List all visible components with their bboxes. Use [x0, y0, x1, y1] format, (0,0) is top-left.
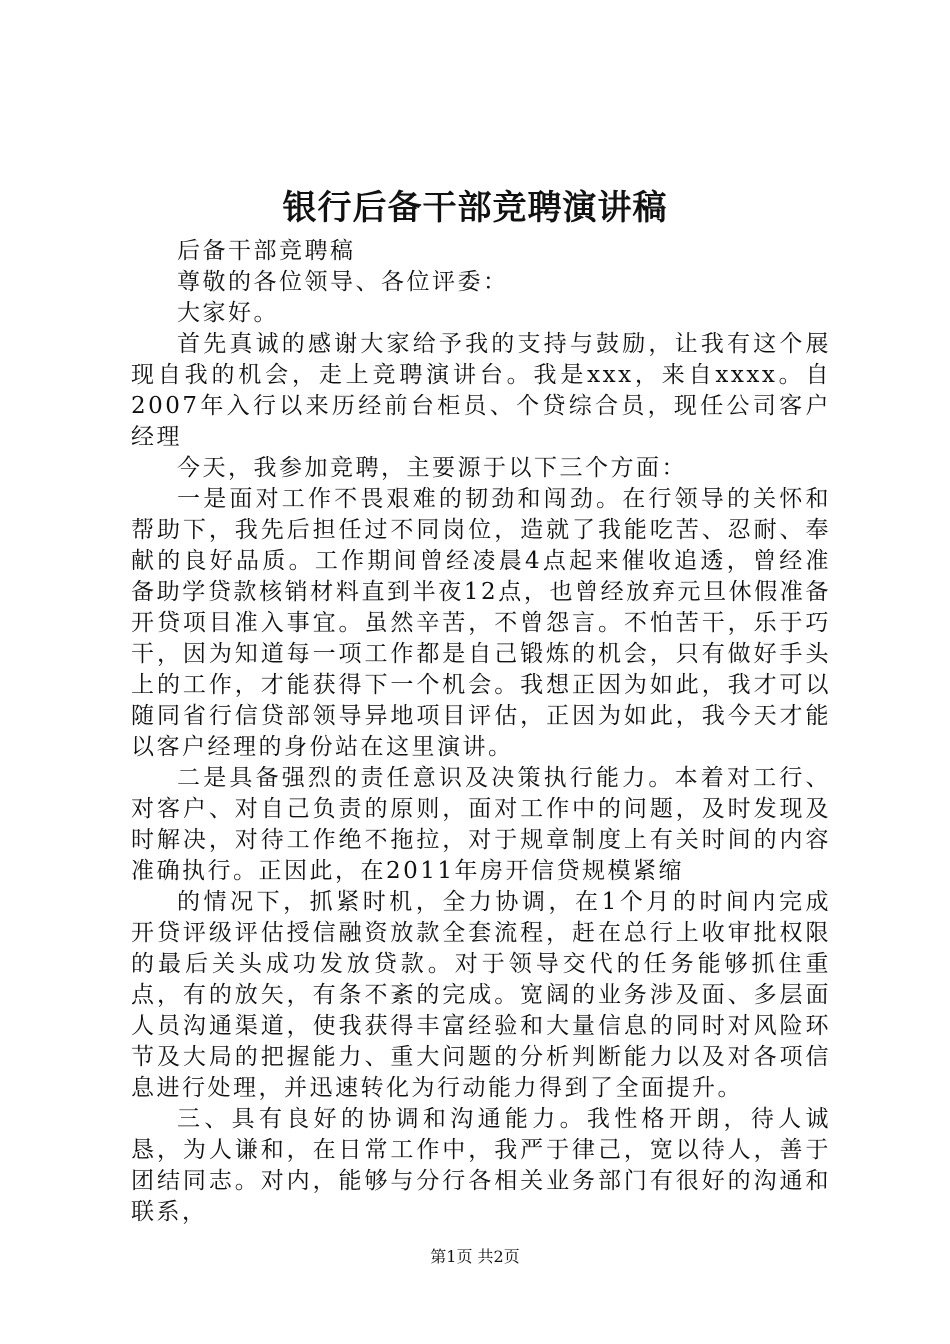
paragraph-reason-one: 一是面对工作不畏艰难的韧劲和闯劲。在行领导的关怀和帮助下，我先后担任过不同岗位，造就了我能吃苦、忍耐、奉献的良好品质。工作期间曾经凌晨4点起来催收追透，曾经准备助学贷款核销材料直到半夜12点，也曾经放弃元旦休假准备开贷项目准入事宜。虽然辛苦，不曾怨言。不怕苦干，乐于巧干，因为知道每一项工作都是自己锻炼的机会，只有做好手头上的工作，才能获得下一个机会。我想正因为如此，我才可以随同省行信贷部领导异地项目评估，正因为如此，我今天才能以客户经理的身份站在这里演讲。	[131, 486, 831, 760]
paragraph-reason-three: 三、具有良好的协调和沟通能力。我性格开朗，待人诚恳，为人谦和，在日常工作中，我严于律己，宽以待人，善于团结同志。对内，能够与分行各相关业务部门有很好的沟通和联系，	[131, 1106, 831, 1225]
paragraph-reason-two: 二是具备强烈的责任意识及决策执行能力。本着对工行、对客户、对自己负责的原则，面对工作中的问题，及时发现及时解决，对待工作绝不拖拉，对于规章制度上有关时间的内容准确执行。正因此，在2011年房开信贷规模紧缩	[131, 765, 831, 884]
document-body	[131, 236, 831, 1228]
page-number-footer: 第1页 共2页	[430, 1247, 520, 1266]
paragraph-heading: 后备干部竞聘稿	[177, 238, 356, 264]
paragraph-salutation: 尊敬的各位领导、各位评委：	[177, 269, 509, 295]
paragraph-introduction: 首先真诚的感谢大家给予我的支持与鼓励，让我有这个展现自我的机会，走上竞聘演讲台。我是xxx，来自xxxx。自2007年入行以来历经前台柜员、个贷综合员，现任公司客户经理	[131, 331, 831, 450]
paragraph-greeting: 大家好。	[177, 300, 279, 326]
document-title: 银行后备干部竞聘演讲稿	[282, 188, 668, 228]
paragraph-reasons-intro: 今天，我参加竞聘，主要源于以下三个方面：	[177, 455, 687, 481]
paragraph-reason-two-continued: 的情况下，抓紧时机，全力协调，在1个月的时间内完成开贷评级评估授信融资放款全套流程，赶在总行上收审批权限的最后关头成功发放贷款。对于领导交代的任务能够抓住重点，有的放矢，有条不紊的完成。宽阔的业务涉及面、多层面人员沟通渠道，使我获得丰富经验和大量信息的同时对风险环节及大局的把握能力、重大问题的分析判断能力以及对各项信息进行处理，并迅速转化为行动能力得到了全面提升。	[131, 889, 831, 1101]
